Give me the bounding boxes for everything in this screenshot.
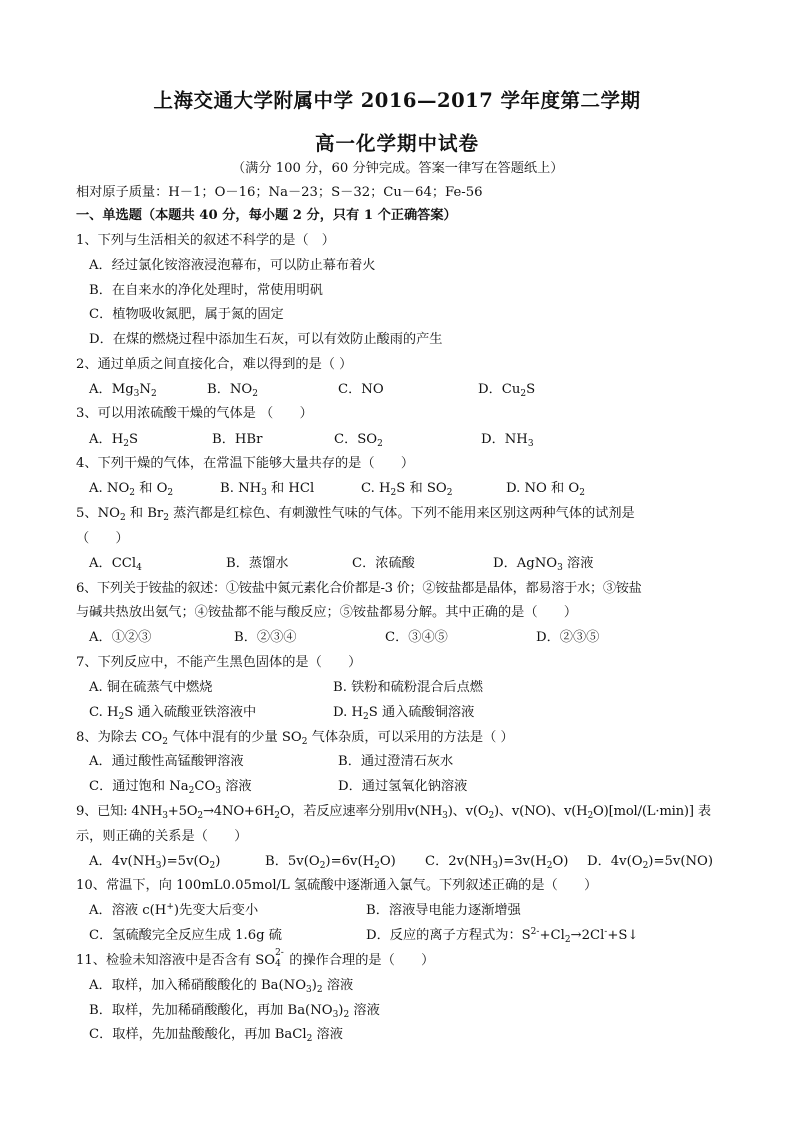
exam-subtitle: 高一化学期中试卷 — [314, 132, 479, 155]
question-8-option-d: D．通过氢氧化钠溶液 — [338, 779, 468, 794]
question-2-option-b: B．$NO_2$ — [207, 382, 258, 399]
question-3-option-d: D．$NH_3$ — [481, 432, 534, 449]
question-3-stem: 3、可以用浓硫酸干燥的气体是 （ ） — [76, 406, 313, 421]
question-4-stem: 4、下列干燥的气体，在常温下能够大量共存的是（ ） — [76, 456, 415, 471]
atomic-masses: 相对原子质量：H－1；O－16；Na－23；S－32；Cu－64；Fe-56 — [76, 185, 483, 200]
question-5-option-c: C．浓硫酸 — [352, 556, 415, 571]
question-6-stem-line-1: 6、下列关于铵盐的叙述：①铵盐中氮元素化合价都是-3 价；②铵盐都是晶体，都易溶于水；③铵盐 — [76, 581, 642, 596]
question-10-option-c: C．氢硫酸完全反应生成 1.6g 硫 — [89, 928, 282, 943]
question-8-option-c: C．通过饱和 $Na_2CO_3$ 溶液 — [89, 779, 252, 796]
question-2-option-c: C．NO — [338, 382, 384, 397]
question-4-option-a: A. $NO_2$ 和 $O_2$ — [89, 481, 174, 498]
question-5-option-d: D．AgNO$_3$ 溶液 — [493, 556, 594, 573]
question-9-option-b: B．$5v(O_2)=6v(H_2O)$ — [265, 854, 396, 871]
question-3-option-a: A．$H_2S$ — [89, 432, 138, 449]
question-7-option-b: B. 铁粉和硫粉混合后点燃 — [333, 680, 483, 695]
question-9-option-c: C．$2v(NH_3)=3v(H_2O)$ — [425, 854, 569, 871]
question-1-option-b: B．在自来水的净化处理时，常使用明矾 — [89, 283, 323, 298]
question-6-option-d: D．②③⑤ — [536, 630, 600, 645]
question-3-option-b: B．HBr — [212, 432, 263, 447]
question-9-stem-line-2: 示，则正确的关系是（ ） — [76, 829, 248, 844]
question-1-option-d: D．在煤的燃烧过程中添加生石灰，可以有效防止酸雨的产生 — [89, 332, 443, 347]
question-8-stem: 8、为除去 $CO_2$ 气体中混有的少量 $SO_2$ 气体杂质，可以采用的方法是（ ） — [76, 730, 514, 747]
question-8-option-a: A．通过酸性高锰酸钾溶液 — [89, 754, 244, 769]
question-10-stem: 10、常温下，向 100mL0.05mol/L 氢硫酸中逐渐通入氯气。下列叙述正确的是（ ） — [76, 878, 598, 893]
question-10-option-d: D．反应的离子方程式为：$S^{2-}+Cl_2\to 2Cl^-+S↓$ — [366, 927, 639, 945]
section-heading: 一、单选题（本题共 40 分，每小题 2 分，只有 1 个正确答案） — [76, 208, 457, 223]
question-11-option-c: C．取样，先加盐酸酸化，再加 BaCl$_2$ 溶液 — [89, 1027, 343, 1044]
question-9-option-d: D．$4v(O_2)=5v(NO)$ — [587, 854, 713, 871]
question-8-option-b: B．通过澄清石灰水 — [338, 754, 454, 769]
exam-note: （满分 100 分，60 分钟完成。答案一律写在答题纸上） — [232, 161, 564, 176]
question-6-option-a: A．①②③ — [89, 630, 152, 645]
question-1-option-c: C．植物吸收氮肥，属于氮的固定 — [89, 307, 284, 322]
question-5-stem: 5、$NO_2$ 和 $Br_2$ 蒸汽都是红棕色、有刺激性气味的气体。下列不能用来区别这两种气体的试剂是 — [76, 506, 635, 523]
question-2-stem: 2、通过单质之间直接化合，难以得到的是（ ） — [76, 357, 353, 372]
question-5-option-b: B．蒸馏水 — [226, 556, 289, 571]
question-9-option-a: A．$4v(NH_3)=5v(O_2)$ — [89, 854, 221, 871]
question-6-stem-line-2: 与碱共热放出氨气；④铵盐都不能与酸反应；⑤铵盐都易分解。其中正确的是（ ） — [76, 605, 578, 620]
question-10-option-b: B．溶液导电能力逐渐增强 — [366, 903, 521, 918]
question-9-stem-line-1: 9、已知: $4NH_3+5O_2\to 4NO+6H_2O$，若反应速率分别用$v(NH_3)$、$v(O_2)$、v(NO)、$v(H_2O)[mol/(L\cdot\min)]$ 表 — [76, 804, 711, 821]
question-10-option-a: A．溶液 c(H+)先变大后变小 — [89, 902, 259, 918]
exam-title: 上海交通大学附属中学 2016—2017 学年度第二学期 — [153, 89, 641, 112]
question-11-option-a: A．取样，加入稀硝酸酸化的 $Ba(NO_3)_2$ 溶液 — [89, 978, 354, 995]
question-4-option-d: D. NO 和 $O_2$ — [506, 481, 585, 498]
question-4-option-b: B. $NH_3$ 和 HCl — [220, 481, 315, 498]
question-7-option-d: D. $H_2S$ 通入硫酸铜溶液 — [333, 705, 475, 722]
question-7-option-a: A. 铜在硫蒸气中燃烧 — [89, 680, 213, 695]
question-4-option-c: C. $H_2S$ 和 $SO_2$ — [361, 481, 453, 498]
question-6-option-b: B．②③④ — [234, 630, 297, 645]
question-2-option-a: A．$Mg_3N_2$ — [89, 382, 157, 399]
question-11-option-b: B．取样，先加稀硝酸酸化，再加 $Ba(NO_3)_2$ 溶液 — [89, 1003, 380, 1020]
question-5-option-a: A．CCl$_4$ — [89, 556, 142, 573]
question-6-option-c: C．③④⑤ — [385, 630, 448, 645]
question-7-option-c: C. $H_2S$ 通入硫酸亚铁溶液中 — [89, 705, 257, 722]
question-2-option-d: D．$Cu_2S$ — [478, 382, 536, 399]
question-7-stem: 7、下列反应中，不能产生黑色固体的是（ ） — [76, 655, 362, 670]
question-5-stem-blank: （ ） — [76, 531, 129, 546]
question-1-stem: 1、下列与生活相关的叙述不科学的是（ ） — [76, 233, 335, 248]
question-11-stem: 11、检验未知溶液中是否含有 SO 2- 4 的操作合理的是（ ） — [76, 948, 435, 969]
question-1-option-a: A．经过氯化铵溶液浸泡幕布，可以防止幕布着火 — [89, 258, 376, 273]
question-3-option-c: C．$SO_2$ — [334, 432, 383, 449]
